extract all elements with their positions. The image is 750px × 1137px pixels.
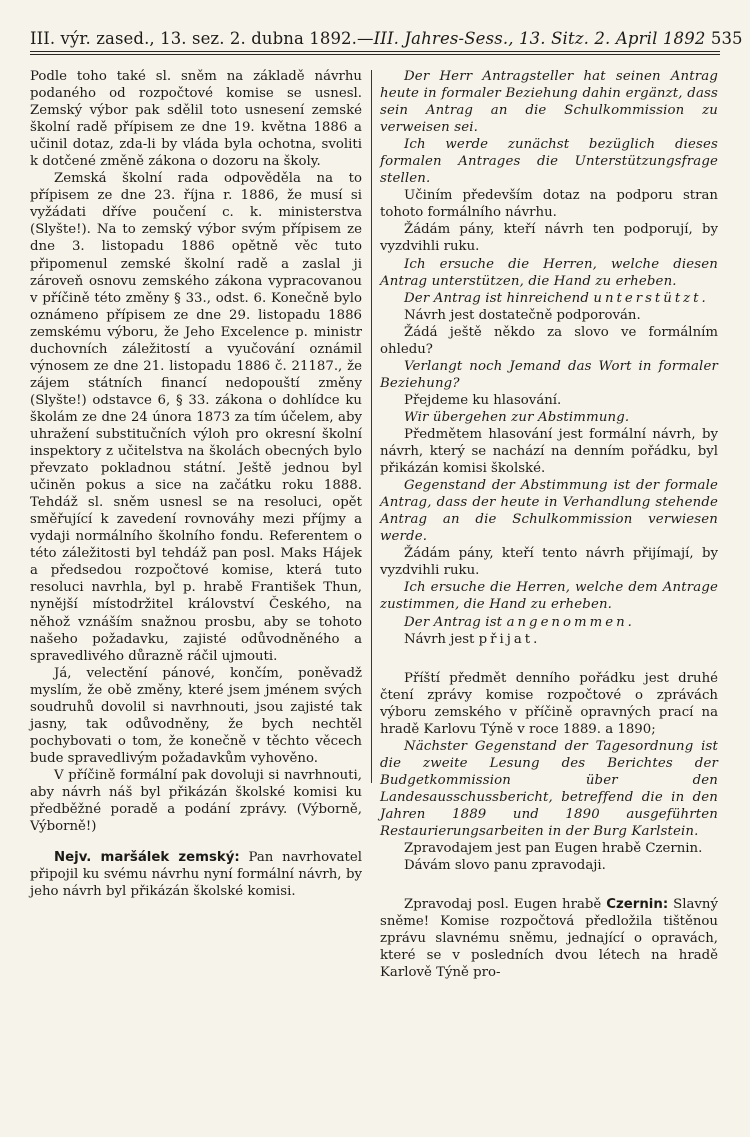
- paragraph: Příští předmět denního pořádku jest druhé čtení zprávy komise rozpočtové o zprávách výboru zemského v příčině opravných prací na hradě Karlovu Týně v roce 1889. a 1890;: [380, 670, 718, 737]
- paragraph: Zpravodajem jest pan Eugen hrabě Czernin.: [404, 841, 703, 857]
- paragraph: Žádám pány, kteří tento návrh přijímají, by vyzdvihli ruku.: [380, 546, 718, 579]
- paragraph-german: Der Herr Antragsteller hat seinen Antrag heute in formaler Beziehung dahin ergänzt, dass sein Antrag an die Schulkommission zu verweisen sei.: [380, 69, 718, 136]
- paragraph: Předmětem hlasování jest formální návrh, by návrh, který se nachází na denním pořádku, byl přikázán komisi školské.: [380, 426, 718, 477]
- paragraph: Žádá ještě někdo za slovo ve formálním ohledu?: [380, 324, 718, 357]
- page-header: [30, 24, 743, 48]
- header-rule: [30, 51, 720, 52]
- paragraph: Dávám slovo panu zpravodaji.: [404, 858, 606, 874]
- speaker-name: Czernin:: [606, 897, 669, 913]
- column-separator: [371, 70, 372, 783]
- paragraph-german: Verlangt noch Jemand das Wort in formaler Beziehung?: [380, 358, 718, 391]
- speaker-name: Nejv. maršálek zemský:: [54, 850, 240, 866]
- paragraph: Návrh jest dostatečně podporován.: [404, 307, 641, 323]
- header-german: [374, 30, 743, 48]
- paragraph-german: Ich ersuche die Herren, welche dem Antrage zustimmen, die Hand zu erheben.: [380, 580, 718, 613]
- paragraph-german: Nächster Gegenstand der Tagesordnung ist die zweite Lesung des Berichtes der Budgetkommission über den Landesausschussbericht, betreffend die in den Jahren 1889 und 1890 ausgeführten Restaurierungsarbeiten in der Burg Karlstein.: [380, 738, 718, 840]
- paragraph: Přejdeme ku hlasování.: [404, 392, 562, 408]
- header-czech: III. výr. zased., 13. sez. 2. dubna 1892.: [30, 29, 357, 48]
- speaker-paragraph: [380, 896, 718, 981]
- spaced-text: unterstützt.: [593, 290, 709, 306]
- page-number: 535: [710, 29, 743, 48]
- paragraph-german: Ich werde zunächst bezüglich dieses formalen Antrages die Unterstützungsfrage stellen.: [380, 137, 718, 187]
- paragraph: Učiním především dotaz na podporu stran tohoto formálního návrhu.: [380, 188, 718, 221]
- spaced-text: angenommen.: [506, 614, 635, 630]
- text-run: Zpravodaj posl. Eugen hrabě: [404, 897, 602, 913]
- paragraph-german: Gegenstand der Abstimmung ist der formale Antrag, dass der heute in Verhandlung stehende Antrag an die Schulkommission verwiesen werde.: [380, 478, 718, 545]
- paragraph-german: Wir übergehen zur Abstimmung.: [404, 409, 630, 425]
- speaker-text: Slavný sněme! Komise rozpočtová předložila tištěnou zprávu slavnému sněmu, jednající o opravách, které se v posledních dvou létech na hradě Karlově Týně pro-: [380, 897, 718, 981]
- paragraph: [380, 631, 718, 648]
- header-dash: —: [357, 29, 374, 48]
- text-run: Der Antrag ist: [404, 614, 503, 630]
- paragraph: Žádám pány, kteří návrh ten podporují, by vyzdvihli ruku.: [380, 222, 718, 255]
- paragraph: V příčině formální pak dovoluji si navrhnouti, aby návrh náš byl přikázán školské komisi ku předběžné poradě a podání zprávy. (Výborně, Výborně!): [30, 767, 362, 835]
- paragraph-german: Ich ersuche die Herren, welche diesen Antrag unterstützen, die Hand zu erheben.: [380, 256, 718, 289]
- header-german-text: III. Jahres-Sess., 13. Sitz. 2. April 1892: [373, 29, 706, 48]
- text-run: Návrh jest: [404, 631, 475, 647]
- header-rule-thin: [30, 54, 720, 55]
- paragraph-german: [380, 290, 718, 307]
- speaker-paragraph: [30, 849, 362, 900]
- right-column: [380, 68, 718, 981]
- paragraph: Já, velectění pánové, končím, poněvadž myslím, že obě změny, které jsem jménem svých soudruhů dovolil si navrhnouti, jsou zajisté tak jasny, tak odůvodněny, že bych nechtěl pochybovati o tom, že konečně v těchto věcech bude spravedlivým požadavkům vyhověno.: [30, 665, 362, 766]
- paragraph: Zemská školní rada odpověděla na to přípisem ze dne 23. října r. 1886, že musí si vyžádati dříve poučení c. k. ministerstva (Slyšte!). Na to zemský výbor svým přípisem ze dne 3. listopadu 1886 opětně věc tuto připomenul zemské školní radě a zaslal ji zároveň osnovu zemského zákona vypracovanou v příčině této změny § 33., odst. 6. Konečně bylo oznámeno přípisem ze dne 29. listopadu 1886 zemskému výboru, že Jeho Excelence p. ministr duchovních záležitostí a vyučování oznámil výnosem ze dne 21. listopadu 1886 č. 21187., že zájem státních financí nedopouští změny (Slyšte!) odstavce 6, § 33. zákona o dohlídce ku školám ze dne 24 února 1873 za tím účelem, aby uhražení substitučních výloh pro okresní školní inspektory z učitelstva na školách obecných bylo převzato pokladnou státní. Ještě jednou byl učiněn pokus a sice na začátku roku 1888. Tehdáž sl. sněm usnesl se na resoluci, opět směřující k zavedení rovnováhy mezi příjmy a vydaji normálního školního fondu. Referentem o této záležitosti byl tehdáž pan posl. Maks Hájek a předsedou rozpočtové komise, která tuto resoluci navrhla, byl p. hrabě František Thun, nynější místodržitel království Českého, na něhož vznáším snažnou prosbu, aby se tohoto našeho požadavku, zajisté odůvodněného a spravedlivého důrazně ráčil ujmouti.: [30, 171, 362, 664]
- left-column: [30, 68, 362, 900]
- paragraph-german: [380, 614, 718, 631]
- paragraph: Podle toho také sl. sněm na základě návrhu podaného od rozpočtové komise se usnesl. Zemský výbor pak sdělil toto usnesení zemské školní radě přípisem ze dne 19. května 1886 a učinil dotaz, zda-li by vláda byla ochotna, svoliti k dotčené změně zákona o dozoru na školy.: [30, 69, 362, 170]
- spaced-text: přijat.: [478, 631, 541, 647]
- speaker-text: Pan navrhovatel připojil ku svému návrhu nyní formální návrh, by jeho návrh byl přikázán školské komisi.: [30, 850, 362, 900]
- text-run: Der Antrag ist hinreichend: [404, 290, 590, 306]
